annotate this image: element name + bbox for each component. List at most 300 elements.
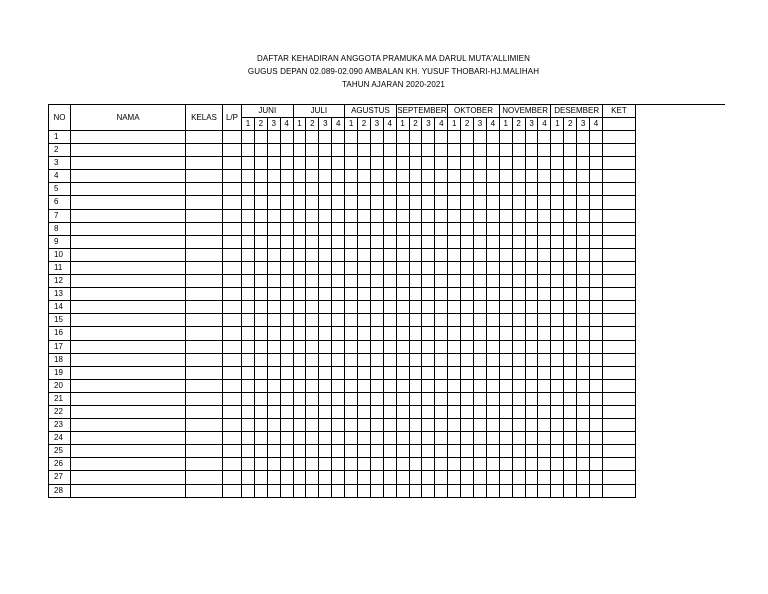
attendance-cell[interactable] xyxy=(254,248,267,261)
attendance-cell[interactable] xyxy=(551,222,564,235)
attendance-cell[interactable] xyxy=(435,157,448,170)
attendance-cell[interactable] xyxy=(538,222,551,235)
attendance-cell[interactable] xyxy=(435,379,448,392)
attendance-cell[interactable] xyxy=(590,471,603,484)
lp-cell[interactable] xyxy=(223,196,242,209)
attendance-cell[interactable] xyxy=(461,458,474,471)
attendance-cell[interactable] xyxy=(422,222,435,235)
attendance-cell[interactable] xyxy=(396,235,409,248)
attendance-cell[interactable] xyxy=(461,445,474,458)
attendance-cell[interactable] xyxy=(280,170,293,183)
attendance-cell[interactable] xyxy=(254,458,267,471)
attendance-cell[interactable] xyxy=(435,340,448,353)
attendance-cell[interactable] xyxy=(577,340,590,353)
attendance-cell[interactable] xyxy=(448,170,461,183)
attendance-cell[interactable] xyxy=(254,261,267,274)
attendance-cell[interactable] xyxy=(499,301,512,314)
attendance-cell[interactable] xyxy=(486,301,499,314)
attendance-cell[interactable] xyxy=(525,445,538,458)
ket-cell[interactable] xyxy=(602,131,635,144)
attendance-cell[interactable] xyxy=(370,392,383,405)
attendance-cell[interactable] xyxy=(345,248,358,261)
attendance-cell[interactable] xyxy=(499,144,512,157)
attendance-cell[interactable] xyxy=(319,458,332,471)
attendance-cell[interactable] xyxy=(409,131,422,144)
attendance-cell[interactable] xyxy=(409,458,422,471)
attendance-cell[interactable] xyxy=(435,366,448,379)
attendance-cell[interactable] xyxy=(280,458,293,471)
attendance-cell[interactable] xyxy=(551,314,564,327)
attendance-cell[interactable] xyxy=(474,405,487,418)
attendance-cell[interactable] xyxy=(525,209,538,222)
attendance-cell[interactable] xyxy=(474,261,487,274)
attendance-cell[interactable] xyxy=(461,235,474,248)
attendance-cell[interactable] xyxy=(319,183,332,196)
attendance-cell[interactable] xyxy=(370,340,383,353)
attendance-cell[interactable] xyxy=(370,144,383,157)
attendance-cell[interactable] xyxy=(486,379,499,392)
attendance-cell[interactable] xyxy=(358,353,371,366)
attendance-cell[interactable] xyxy=(370,222,383,235)
attendance-cell[interactable] xyxy=(422,170,435,183)
lp-cell[interactable] xyxy=(223,392,242,405)
attendance-cell[interactable] xyxy=(499,261,512,274)
attendance-cell[interactable] xyxy=(474,301,487,314)
lp-cell[interactable] xyxy=(223,471,242,484)
attendance-cell[interactable] xyxy=(332,196,345,209)
attendance-cell[interactable] xyxy=(461,131,474,144)
attendance-cell[interactable] xyxy=(538,432,551,445)
attendance-cell[interactable] xyxy=(358,222,371,235)
attendance-cell[interactable] xyxy=(242,419,255,432)
attendance-cell[interactable] xyxy=(525,458,538,471)
ket-cell[interactable] xyxy=(602,275,635,288)
attendance-cell[interactable] xyxy=(551,445,564,458)
attendance-cell[interactable] xyxy=(448,301,461,314)
attendance-cell[interactable] xyxy=(267,419,280,432)
attendance-cell[interactable] xyxy=(267,432,280,445)
attendance-cell[interactable] xyxy=(254,196,267,209)
attendance-cell[interactable] xyxy=(370,314,383,327)
attendance-cell[interactable] xyxy=(538,419,551,432)
attendance-cell[interactable] xyxy=(345,340,358,353)
attendance-cell[interactable] xyxy=(499,353,512,366)
lp-cell[interactable] xyxy=(223,419,242,432)
attendance-cell[interactable] xyxy=(448,261,461,274)
attendance-cell[interactable] xyxy=(267,261,280,274)
nama-cell[interactable] xyxy=(71,301,186,314)
attendance-cell[interactable] xyxy=(461,222,474,235)
attendance-cell[interactable] xyxy=(422,405,435,418)
ket-cell[interactable] xyxy=(602,432,635,445)
attendance-cell[interactable] xyxy=(332,458,345,471)
attendance-cell[interactable] xyxy=(396,445,409,458)
lp-cell[interactable] xyxy=(223,340,242,353)
ket-cell[interactable] xyxy=(602,340,635,353)
attendance-cell[interactable] xyxy=(370,275,383,288)
attendance-cell[interactable] xyxy=(474,340,487,353)
attendance-cell[interactable] xyxy=(525,301,538,314)
lp-cell[interactable] xyxy=(223,458,242,471)
attendance-cell[interactable] xyxy=(409,157,422,170)
attendance-cell[interactable] xyxy=(409,405,422,418)
attendance-cell[interactable] xyxy=(512,432,525,445)
attendance-cell[interactable] xyxy=(254,392,267,405)
attendance-cell[interactable] xyxy=(577,261,590,274)
attendance-cell[interactable] xyxy=(383,432,396,445)
attendance-cell[interactable] xyxy=(577,275,590,288)
attendance-cell[interactable] xyxy=(461,379,474,392)
attendance-cell[interactable] xyxy=(358,170,371,183)
attendance-cell[interactable] xyxy=(396,379,409,392)
attendance-cell[interactable] xyxy=(435,170,448,183)
attendance-cell[interactable] xyxy=(254,405,267,418)
attendance-cell[interactable] xyxy=(590,327,603,340)
attendance-cell[interactable] xyxy=(306,131,319,144)
attendance-cell[interactable] xyxy=(345,445,358,458)
attendance-cell[interactable] xyxy=(486,288,499,301)
attendance-cell[interactable] xyxy=(461,261,474,274)
attendance-cell[interactable] xyxy=(551,248,564,261)
attendance-cell[interactable] xyxy=(538,157,551,170)
attendance-cell[interactable] xyxy=(564,340,577,353)
attendance-cell[interactable] xyxy=(512,301,525,314)
attendance-cell[interactable] xyxy=(512,419,525,432)
attendance-cell[interactable] xyxy=(435,405,448,418)
attendance-cell[interactable] xyxy=(306,379,319,392)
attendance-cell[interactable] xyxy=(461,288,474,301)
attendance-cell[interactable] xyxy=(383,157,396,170)
attendance-cell[interactable] xyxy=(435,327,448,340)
nama-cell[interactable] xyxy=(71,458,186,471)
attendance-cell[interactable] xyxy=(319,432,332,445)
lp-cell[interactable] xyxy=(223,379,242,392)
attendance-cell[interactable] xyxy=(332,366,345,379)
attendance-cell[interactable] xyxy=(590,301,603,314)
attendance-cell[interactable] xyxy=(512,222,525,235)
attendance-cell[interactable] xyxy=(512,288,525,301)
kelas-cell[interactable] xyxy=(186,183,223,196)
lp-cell[interactable] xyxy=(223,235,242,248)
attendance-cell[interactable] xyxy=(512,484,525,497)
attendance-cell[interactable] xyxy=(383,196,396,209)
kelas-cell[interactable] xyxy=(186,484,223,497)
attendance-cell[interactable] xyxy=(409,379,422,392)
attendance-cell[interactable] xyxy=(319,327,332,340)
attendance-cell[interactable] xyxy=(525,366,538,379)
attendance-cell[interactable] xyxy=(332,392,345,405)
attendance-cell[interactable] xyxy=(538,458,551,471)
attendance-cell[interactable] xyxy=(396,301,409,314)
attendance-cell[interactable] xyxy=(474,222,487,235)
attendance-cell[interactable] xyxy=(564,144,577,157)
attendance-cell[interactable] xyxy=(422,288,435,301)
nama-cell[interactable] xyxy=(71,419,186,432)
attendance-cell[interactable] xyxy=(267,144,280,157)
attendance-cell[interactable] xyxy=(435,209,448,222)
attendance-cell[interactable] xyxy=(254,235,267,248)
attendance-cell[interactable] xyxy=(409,248,422,261)
attendance-cell[interactable] xyxy=(306,183,319,196)
attendance-cell[interactable] xyxy=(345,366,358,379)
attendance-cell[interactable] xyxy=(332,432,345,445)
attendance-cell[interactable] xyxy=(396,275,409,288)
attendance-cell[interactable] xyxy=(267,235,280,248)
kelas-cell[interactable] xyxy=(186,301,223,314)
attendance-cell[interactable] xyxy=(448,275,461,288)
lp-cell[interactable] xyxy=(223,131,242,144)
attendance-cell[interactable] xyxy=(512,314,525,327)
attendance-cell[interactable] xyxy=(551,196,564,209)
lp-cell[interactable] xyxy=(223,327,242,340)
attendance-cell[interactable] xyxy=(577,471,590,484)
attendance-cell[interactable] xyxy=(267,484,280,497)
attendance-cell[interactable] xyxy=(486,392,499,405)
attendance-cell[interactable] xyxy=(564,209,577,222)
attendance-cell[interactable] xyxy=(474,170,487,183)
attendance-cell[interactable] xyxy=(306,248,319,261)
attendance-cell[interactable] xyxy=(461,366,474,379)
attendance-cell[interactable] xyxy=(358,340,371,353)
attendance-cell[interactable] xyxy=(254,157,267,170)
ket-cell[interactable] xyxy=(602,144,635,157)
attendance-cell[interactable] xyxy=(383,131,396,144)
attendance-cell[interactable] xyxy=(306,235,319,248)
attendance-cell[interactable] xyxy=(319,379,332,392)
attendance-cell[interactable] xyxy=(319,445,332,458)
attendance-cell[interactable] xyxy=(370,458,383,471)
attendance-cell[interactable] xyxy=(409,183,422,196)
attendance-cell[interactable] xyxy=(345,131,358,144)
attendance-cell[interactable] xyxy=(267,157,280,170)
attendance-cell[interactable] xyxy=(590,131,603,144)
attendance-cell[interactable] xyxy=(564,419,577,432)
attendance-cell[interactable] xyxy=(332,405,345,418)
attendance-cell[interactable] xyxy=(422,471,435,484)
attendance-cell[interactable] xyxy=(461,183,474,196)
attendance-cell[interactable] xyxy=(242,445,255,458)
kelas-cell[interactable] xyxy=(186,379,223,392)
attendance-cell[interactable] xyxy=(564,183,577,196)
ket-cell[interactable] xyxy=(602,288,635,301)
attendance-cell[interactable] xyxy=(345,235,358,248)
attendance-cell[interactable] xyxy=(319,419,332,432)
attendance-cell[interactable] xyxy=(267,275,280,288)
attendance-cell[interactable] xyxy=(525,235,538,248)
attendance-cell[interactable] xyxy=(525,392,538,405)
attendance-cell[interactable] xyxy=(474,432,487,445)
attendance-cell[interactable] xyxy=(564,353,577,366)
attendance-cell[interactable] xyxy=(435,288,448,301)
attendance-cell[interactable] xyxy=(293,157,306,170)
attendance-cell[interactable] xyxy=(358,445,371,458)
attendance-cell[interactable] xyxy=(499,288,512,301)
attendance-cell[interactable] xyxy=(448,405,461,418)
attendance-cell[interactable] xyxy=(383,484,396,497)
attendance-cell[interactable] xyxy=(280,484,293,497)
attendance-cell[interactable] xyxy=(486,248,499,261)
attendance-cell[interactable] xyxy=(358,366,371,379)
attendance-cell[interactable] xyxy=(280,471,293,484)
attendance-cell[interactable] xyxy=(486,196,499,209)
attendance-cell[interactable] xyxy=(422,183,435,196)
attendance-cell[interactable] xyxy=(551,327,564,340)
attendance-cell[interactable] xyxy=(551,170,564,183)
attendance-cell[interactable] xyxy=(293,314,306,327)
attendance-cell[interactable] xyxy=(486,458,499,471)
attendance-cell[interactable] xyxy=(396,248,409,261)
attendance-cell[interactable] xyxy=(474,379,487,392)
attendance-cell[interactable] xyxy=(358,392,371,405)
attendance-cell[interactable] xyxy=(512,157,525,170)
attendance-cell[interactable] xyxy=(461,484,474,497)
attendance-cell[interactable] xyxy=(499,392,512,405)
kelas-cell[interactable] xyxy=(186,248,223,261)
attendance-cell[interactable] xyxy=(525,275,538,288)
attendance-cell[interactable] xyxy=(280,261,293,274)
attendance-cell[interactable] xyxy=(242,327,255,340)
attendance-cell[interactable] xyxy=(242,170,255,183)
attendance-cell[interactable] xyxy=(538,144,551,157)
attendance-cell[interactable] xyxy=(242,484,255,497)
attendance-cell[interactable] xyxy=(525,288,538,301)
attendance-cell[interactable] xyxy=(577,183,590,196)
attendance-cell[interactable] xyxy=(332,288,345,301)
attendance-cell[interactable] xyxy=(293,405,306,418)
nama-cell[interactable] xyxy=(71,353,186,366)
attendance-cell[interactable] xyxy=(577,235,590,248)
attendance-cell[interactable] xyxy=(474,131,487,144)
attendance-cell[interactable] xyxy=(280,445,293,458)
attendance-cell[interactable] xyxy=(577,196,590,209)
attendance-cell[interactable] xyxy=(525,183,538,196)
attendance-cell[interactable] xyxy=(332,353,345,366)
attendance-cell[interactable] xyxy=(267,170,280,183)
attendance-cell[interactable] xyxy=(538,314,551,327)
attendance-cell[interactable] xyxy=(590,445,603,458)
attendance-cell[interactable] xyxy=(280,392,293,405)
attendance-cell[interactable] xyxy=(267,248,280,261)
attendance-cell[interactable] xyxy=(345,405,358,418)
attendance-cell[interactable] xyxy=(409,484,422,497)
attendance-cell[interactable] xyxy=(448,288,461,301)
attendance-cell[interactable] xyxy=(564,248,577,261)
attendance-cell[interactable] xyxy=(319,235,332,248)
attendance-cell[interactable] xyxy=(345,353,358,366)
attendance-cell[interactable] xyxy=(280,235,293,248)
attendance-cell[interactable] xyxy=(422,144,435,157)
attendance-cell[interactable] xyxy=(551,144,564,157)
attendance-cell[interactable] xyxy=(499,248,512,261)
attendance-cell[interactable] xyxy=(254,327,267,340)
attendance-cell[interactable] xyxy=(409,314,422,327)
attendance-cell[interactable] xyxy=(242,405,255,418)
attendance-cell[interactable] xyxy=(590,235,603,248)
attendance-cell[interactable] xyxy=(564,405,577,418)
attendance-cell[interactable] xyxy=(486,471,499,484)
attendance-cell[interactable] xyxy=(577,144,590,157)
attendance-cell[interactable] xyxy=(590,458,603,471)
attendance-cell[interactable] xyxy=(280,340,293,353)
attendance-cell[interactable] xyxy=(267,353,280,366)
attendance-cell[interactable] xyxy=(267,314,280,327)
attendance-cell[interactable] xyxy=(435,471,448,484)
attendance-cell[interactable] xyxy=(242,432,255,445)
attendance-cell[interactable] xyxy=(254,144,267,157)
attendance-cell[interactable] xyxy=(448,235,461,248)
attendance-cell[interactable] xyxy=(435,314,448,327)
attendance-cell[interactable] xyxy=(590,340,603,353)
attendance-cell[interactable] xyxy=(435,458,448,471)
attendance-cell[interactable] xyxy=(551,419,564,432)
attendance-cell[interactable] xyxy=(448,144,461,157)
attendance-cell[interactable] xyxy=(461,209,474,222)
ket-cell[interactable] xyxy=(602,392,635,405)
attendance-cell[interactable] xyxy=(512,471,525,484)
attendance-cell[interactable] xyxy=(345,392,358,405)
attendance-cell[interactable] xyxy=(422,157,435,170)
ket-cell[interactable] xyxy=(602,484,635,497)
attendance-cell[interactable] xyxy=(512,261,525,274)
attendance-cell[interactable] xyxy=(461,248,474,261)
attendance-cell[interactable] xyxy=(396,392,409,405)
attendance-cell[interactable] xyxy=(577,301,590,314)
attendance-cell[interactable] xyxy=(422,419,435,432)
attendance-cell[interactable] xyxy=(486,327,499,340)
attendance-cell[interactable] xyxy=(577,445,590,458)
attendance-cell[interactable] xyxy=(448,248,461,261)
attendance-cell[interactable] xyxy=(538,471,551,484)
attendance-cell[interactable] xyxy=(267,405,280,418)
attendance-cell[interactable] xyxy=(499,458,512,471)
lp-cell[interactable] xyxy=(223,144,242,157)
attendance-cell[interactable] xyxy=(370,353,383,366)
attendance-cell[interactable] xyxy=(422,458,435,471)
attendance-cell[interactable] xyxy=(370,432,383,445)
attendance-cell[interactable] xyxy=(383,301,396,314)
kelas-cell[interactable] xyxy=(186,340,223,353)
attendance-cell[interactable] xyxy=(448,445,461,458)
ket-cell[interactable] xyxy=(602,471,635,484)
attendance-cell[interactable] xyxy=(396,288,409,301)
attendance-cell[interactable] xyxy=(319,314,332,327)
attendance-cell[interactable] xyxy=(590,222,603,235)
attendance-cell[interactable] xyxy=(332,445,345,458)
attendance-cell[interactable] xyxy=(512,353,525,366)
attendance-cell[interactable] xyxy=(242,340,255,353)
attendance-cell[interactable] xyxy=(474,484,487,497)
attendance-cell[interactable] xyxy=(306,327,319,340)
attendance-cell[interactable] xyxy=(345,471,358,484)
attendance-cell[interactable] xyxy=(370,183,383,196)
attendance-cell[interactable] xyxy=(486,314,499,327)
nama-cell[interactable] xyxy=(71,235,186,248)
attendance-cell[interactable] xyxy=(590,248,603,261)
attendance-cell[interactable] xyxy=(486,275,499,288)
attendance-cell[interactable] xyxy=(448,366,461,379)
attendance-cell[interactable] xyxy=(319,471,332,484)
ket-cell[interactable] xyxy=(602,235,635,248)
attendance-cell[interactable] xyxy=(383,392,396,405)
attendance-cell[interactable] xyxy=(396,327,409,340)
attendance-cell[interactable] xyxy=(280,301,293,314)
attendance-cell[interactable] xyxy=(525,353,538,366)
attendance-cell[interactable] xyxy=(422,340,435,353)
attendance-cell[interactable] xyxy=(306,471,319,484)
attendance-cell[interactable] xyxy=(409,432,422,445)
attendance-cell[interactable] xyxy=(293,248,306,261)
lp-cell[interactable] xyxy=(223,183,242,196)
